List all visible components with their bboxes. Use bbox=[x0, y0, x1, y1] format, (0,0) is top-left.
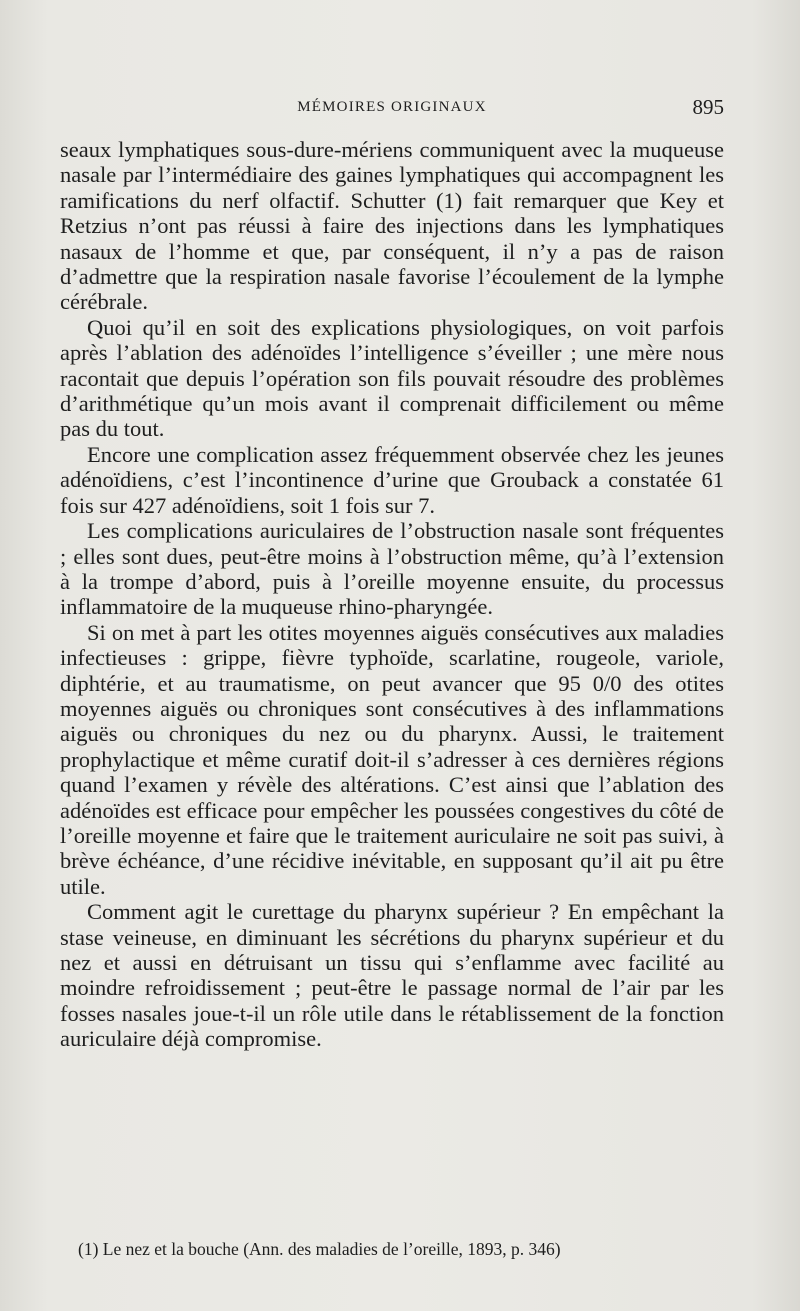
paragraph-6: Comment agit le curettage du pharynx supérieur ? En empêchant la stase veineuse, en diminuant les sécrétions du pharynx supérieur et du nez et aussi en détruisant un tissu qui s’enflamme avec facilité au moindre refroidissement ; peut-être le passage normal de l’air par les fosses nasales joue-t-il un rôle utile dans le rétablissement de la fonction auriculaire déjà compromise. bbox=[60, 899, 724, 1052]
paragraph-2: Quoi qu’il en soit des explications physiologiques, on voit parfois après l’ablation des adénoïdes l’intelligence s’éveiller ; une mère nous racontait que depuis l’opération son fils pouvait résoudre des problèmes d’arithmétique qu’un mois avant il comprenait difficilement ou même pas du tout. bbox=[60, 314, 724, 442]
body-text bbox=[60, 137, 724, 1052]
paragraph-3: Encore une complication assez fréquemment observée chez les jeunes adénoïdiens, c’est l’incontinence d’urine que Grouback a constatée 61 fois sur 427 adénoïdiens, soit 1 fois sur 7. bbox=[60, 441, 724, 518]
paragraph-1: seaux lymphatiques sous-dure-mériens communiquent avec la muqueuse nasale par l’intermédiaire des gaines lymphatiques qui accompagnent les ramifications du nerf olfactif. Schutter (1) fait remarquer que Key et Retzius n’ont pas réussi à faire des injections dans les lymphatiques nasaux de l’homme et que, par conséquent, il n’y a pas de raison d’admettre que la respiration nasale favorise l’écoulement de la lymphe cérébrale. bbox=[60, 137, 724, 315]
running-title: MÉMOIRES ORIGINAUX bbox=[297, 99, 487, 115]
footnote: (1) Le nez et la bouche (Ann. des maladies de l’oreille, 1893, p. 346) bbox=[78, 1239, 561, 1259]
paragraph-4: Les complications auriculaires de l’obstruction nasale sont fréquentes ; elles sont dues, peut-être moins à l’obstruction même, qu’à l’extension à la trompe d’abord, puis à l’oreille moyenne ensuite, du processus inflammatoire de la muqueuse rhino-pharyngée. bbox=[60, 518, 724, 620]
page-number: 895 bbox=[692, 95, 724, 119]
page-header bbox=[60, 95, 724, 123]
paragraph-5: Si on met à part les otites moyennes aiguës consécutives aux maladies infectieuses : grippe, fièvre typhoïde, scarlatine, rougeole, variole, diphtérie, et au traumatisme, on peut avancer que 95 0/0 des otites moyennes aiguës ou chroniques sont consécutives à des inflammations aiguës ou chroniques du nez ou du pharynx. Aussi, le traitement prophylactique et même curatif doit-il s’adresser à ces dernières régions quand l’examen y révèle des altérations. C’est ainsi que l’ablation des adénoïdes est efficace pour empêcher les poussées congestives du côté de l’oreille moyenne et faire que le traitement auriculaire ne soit pas suivi, à brève échéance, d’une récidive inévitable, en supposant qu’il ait pu être utile. bbox=[60, 619, 724, 899]
